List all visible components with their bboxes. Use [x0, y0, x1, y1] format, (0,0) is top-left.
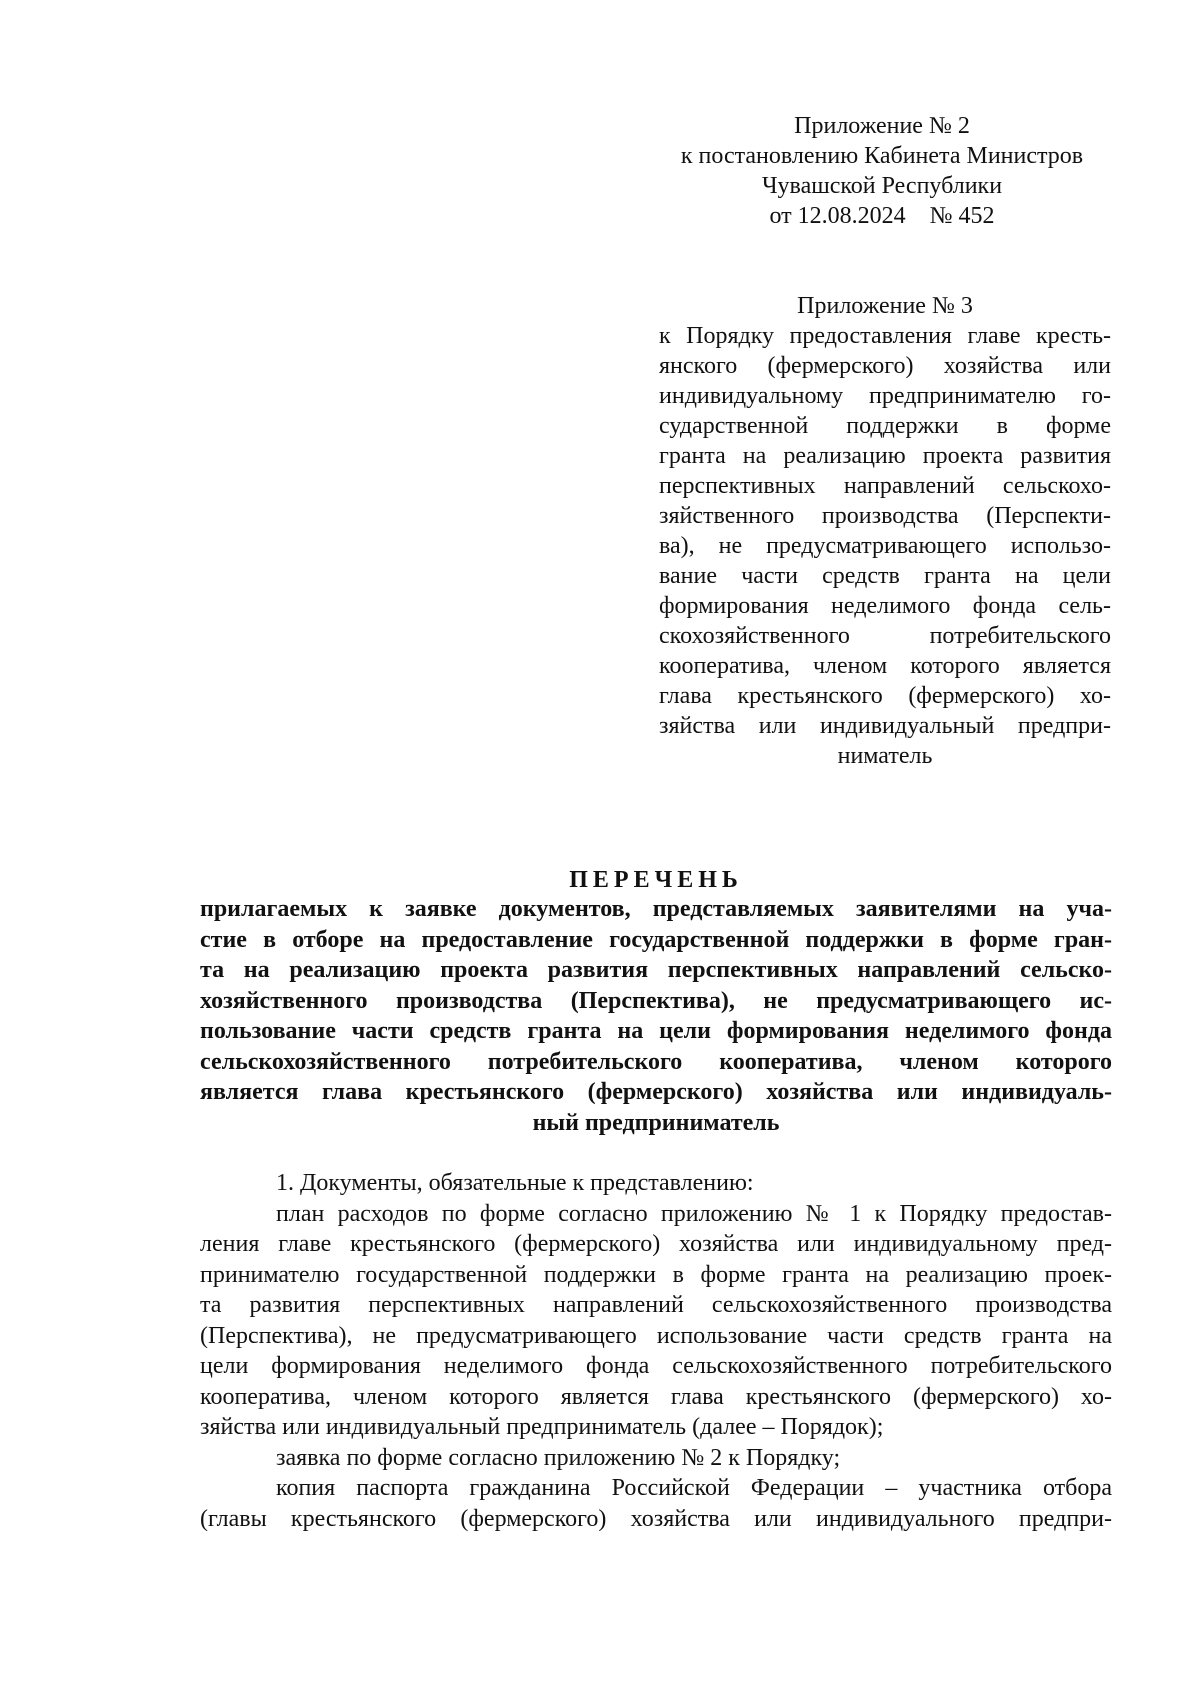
appendix-3-line: к Порядку предоставления главе кресть- [659, 323, 1111, 349]
appendix-3-line: зяйства или индивидуальный предпри- [659, 713, 1111, 739]
appendix-3-line: глава крестьянского (фермерского) хо- [659, 683, 1111, 709]
paragraph-line: та развития перспективных направлений сельскохозяйственного производства [200, 1292, 1112, 1318]
paragraph-line: (главы крестьянского (фермерского) хозяйства или индивидуального предпри- [200, 1505, 1112, 1532]
appendix-3-line: кооператива, членом которого является [659, 653, 1111, 679]
appendix-3-line: гранта на реализацию проекта развития [659, 443, 1111, 469]
paragraph-line: кооператива, членом которого является глава крестьянского (фермерского) хо- [200, 1383, 1112, 1410]
paragraph-line: заявка по форме согласно приложению № 2 к Порядку; [276, 1444, 841, 1471]
appendix-2-date-number: от 12.08.2024 № 452 [769, 203, 995, 229]
appendix-3-line: зяйственного производства (Перспекти- [659, 503, 1111, 529]
appendix-2-line: Чувашской Республики [761, 173, 1003, 199]
subtitle-line: прилагаемых к заявке документов, представляемых заявителями на уча- [200, 896, 1112, 922]
subtitle-line: ный предприниматель [532, 1109, 780, 1136]
appendix-2-title: Приложение № 2 [794, 113, 970, 139]
paragraph-line: план расходов по форме согласно приложению № 1 к Порядку предостав- [276, 1200, 1112, 1227]
subtitle-line: стие в отборе на предоставление государственной поддержки в форме гран- [200, 926, 1112, 953]
appendix-3-line: янского (фермерского) хозяйства или [659, 353, 1111, 379]
appendix-3-line: индивидуальному предпринимателю го- [659, 383, 1111, 409]
document-body [200, 1168, 1112, 1534]
appendix-3-line: ва), не предусматривающего использо- [659, 533, 1111, 559]
appendix-3-line: формирования неделимого фонда сель- [659, 593, 1111, 619]
subtitle-line: та на реализацию проекта развития перспективных направлений сельско- [200, 957, 1112, 983]
paragraph-line: (Перспектива), не предусматривающего использование части средств гранта на [200, 1322, 1112, 1349]
subtitle-line: является глава крестьянского (фермерского) хозяйства или индивидуаль- [200, 1079, 1112, 1105]
appendix-2-line: к постановлению Кабинета Министров [680, 143, 1084, 169]
paragraph-line: копия паспорта гражданина Российской Федерации – участника отбора [276, 1475, 1112, 1501]
appendix-3-line: ниматель [837, 743, 933, 769]
subtitle-line: сельскохозяйственного потребительского кооператива, членом которого [200, 1048, 1112, 1075]
appendix-3-line: скохозяйственного потребительского [659, 623, 1111, 649]
paragraph-line: зяйства или индивидуальный предприниматель (далее – Порядок); [200, 1414, 884, 1440]
document-subtitle [200, 894, 1112, 1138]
subtitle-line: хозяйственного производства (Перспектива), не предусматривающего ис- [200, 987, 1112, 1014]
section-1-heading: 1. Документы, обязательные к представлению: [276, 1170, 754, 1196]
appendix-3-line: вание части средств гранта на цели [659, 563, 1111, 589]
appendix-3-title: Приложение № 3 [797, 293, 973, 319]
subtitle-line: пользование части средств гранта на цели формирования неделимого фонда [200, 1018, 1112, 1044]
paragraph-line: принимателю государственной поддержки в форме гранта на реализацию проек- [200, 1261, 1112, 1288]
paragraph-line: цели формирования неделимого фонда сельскохозяйственного потребительского [200, 1353, 1112, 1379]
appendix-2-header [662, 111, 1102, 231]
paragraph-line: ления главе крестьянского (фермерского) хозяйства или индивидуальному пред- [200, 1231, 1112, 1257]
appendix-3-line: сударственной поддержки в форме [659, 413, 1111, 439]
document-title: ПЕРЕЧЕНЬ [569, 867, 743, 893]
appendix-3-line: перспективных направлений сельскохо- [659, 473, 1111, 499]
appendix-3-header [659, 291, 1111, 771]
